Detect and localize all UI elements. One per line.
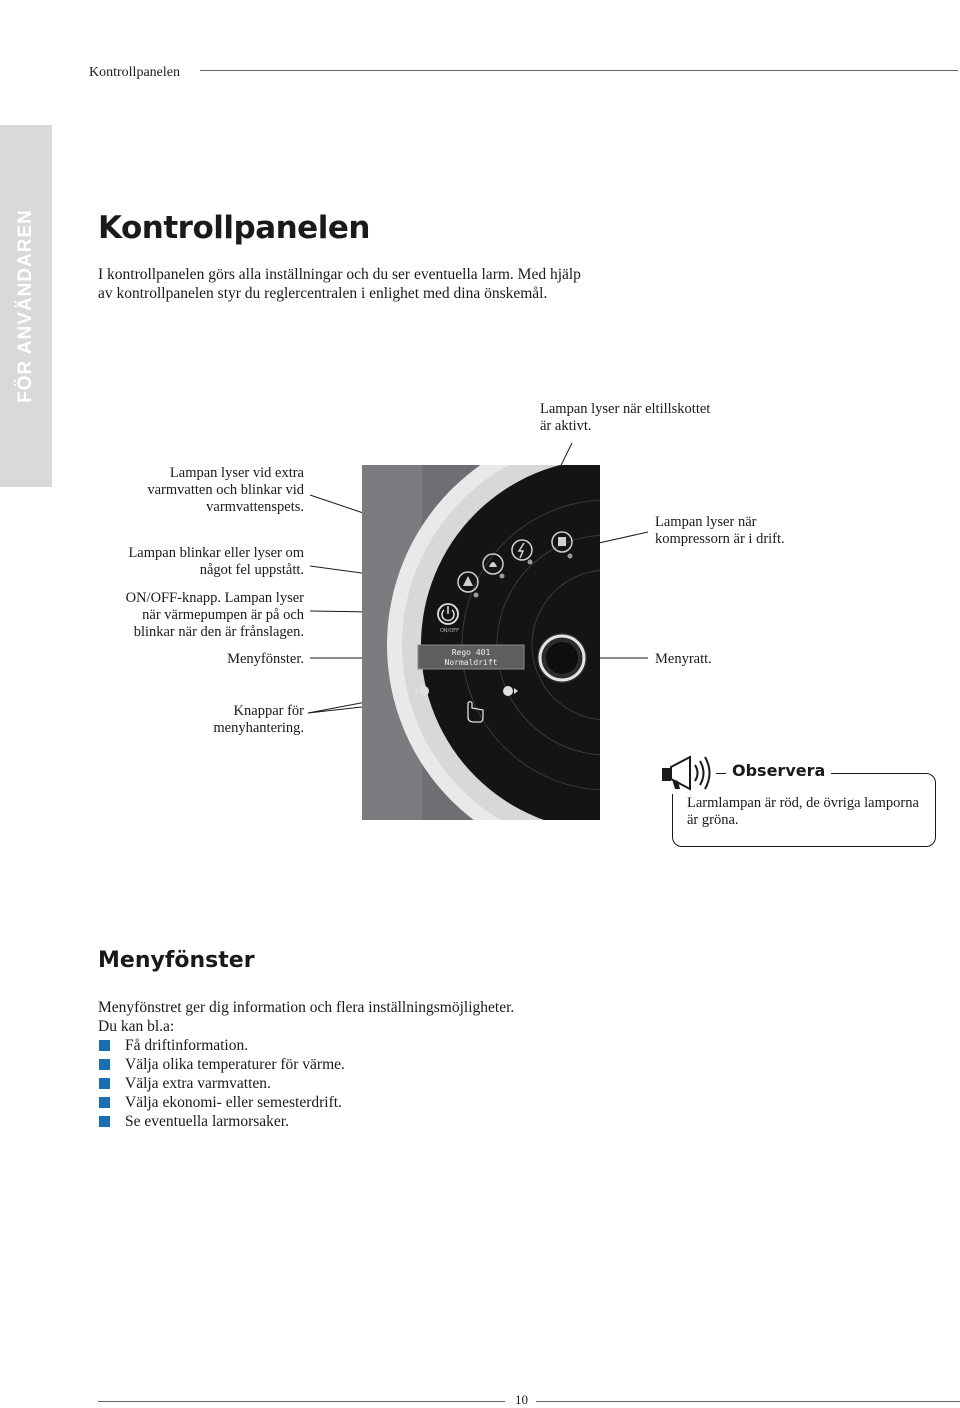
menu-right-button[interactable] bbox=[503, 686, 518, 696]
hand-pointer-icon bbox=[468, 702, 483, 723]
callout-kompressor: Lampan lyser när kompressorn är i drift. bbox=[655, 514, 785, 547]
list-item: Välja ekonomi- eller semesterdrift. bbox=[98, 1093, 345, 1112]
page-title: Kontrollpanelen bbox=[98, 210, 370, 246]
power-button-icon[interactable] bbox=[438, 604, 458, 624]
side-tab-label: FÖR ANVÄNDAREN bbox=[15, 209, 36, 403]
menyfonster-intro: Menyfönstret ger dig information och flera inställningsmöjligheter. Du kan bl.a: bbox=[98, 999, 515, 1035]
list-item: Få driftinformation. bbox=[98, 1036, 345, 1055]
feature-list bbox=[98, 1036, 345, 1131]
control-panel-illustration bbox=[362, 465, 600, 820]
callout-varmvatten: Lampan lyser vid extra varmvatten och blinkar vid varmvattenspets. bbox=[147, 465, 304, 515]
list-item: Välja olika temperaturer för värme. bbox=[98, 1055, 345, 1074]
bullet-square-icon bbox=[99, 1040, 110, 1051]
bullet-square-icon bbox=[99, 1097, 110, 1108]
running-header: Kontrollpanelen bbox=[89, 65, 180, 80]
callout-eltillskott: Lampan lyser när eltillskottet är aktivt. bbox=[540, 401, 711, 434]
callout-menyratt: Menyratt. bbox=[655, 651, 712, 667]
callout-onoff: ON/OFF-knapp. Lampan lyser när värmepumpen är på och blinkar när den är frånslagen. bbox=[125, 590, 304, 640]
bullet-square-icon bbox=[99, 1116, 110, 1127]
footer-rule-left bbox=[98, 1401, 505, 1402]
onoff-label: ON/OFF bbox=[440, 628, 460, 634]
menu-left-button[interactable] bbox=[414, 686, 429, 696]
alarm-lamp-icon bbox=[458, 572, 478, 592]
megaphone-icon bbox=[660, 752, 716, 794]
page-number: 10 bbox=[511, 1392, 532, 1408]
list-item: Välja extra varmvatten. bbox=[98, 1074, 345, 1093]
bullet-square-icon bbox=[99, 1059, 110, 1070]
observera-text: Larmlampan är röd, de övriga lamporna är gröna. bbox=[687, 795, 919, 828]
compressor-lamp-icon bbox=[552, 532, 572, 552]
callout-knappar: Knappar för menyhantering. bbox=[213, 703, 304, 736]
display-line-2: Normaldrift bbox=[444, 658, 498, 667]
bullet-square-icon bbox=[99, 1078, 110, 1089]
callout-menyfonster: Menyfönster. bbox=[227, 651, 304, 667]
list-item: Se eventuella larmorsaker. bbox=[98, 1112, 345, 1131]
observera-title: Observera bbox=[726, 761, 831, 780]
intro-paragraph: I kontrollpanelen görs alla inställningar och du ser eventuella larm. Med hjälp av kontrollpanelen styr du reglercentralen i enlighet med dina önskemål. bbox=[98, 266, 581, 302]
electric-heater-lamp-icon bbox=[512, 540, 532, 560]
footer-rule-right bbox=[536, 1401, 960, 1402]
callout-fel: Lampan blinkar eller lyser om något fel uppstått. bbox=[128, 545, 304, 578]
hot-water-lamp-icon bbox=[483, 554, 503, 574]
menu-knob[interactable] bbox=[537, 633, 587, 683]
display-line-1: Rego 401 bbox=[451, 648, 491, 657]
menyfonster-heading: Menyfönster bbox=[98, 948, 255, 973]
